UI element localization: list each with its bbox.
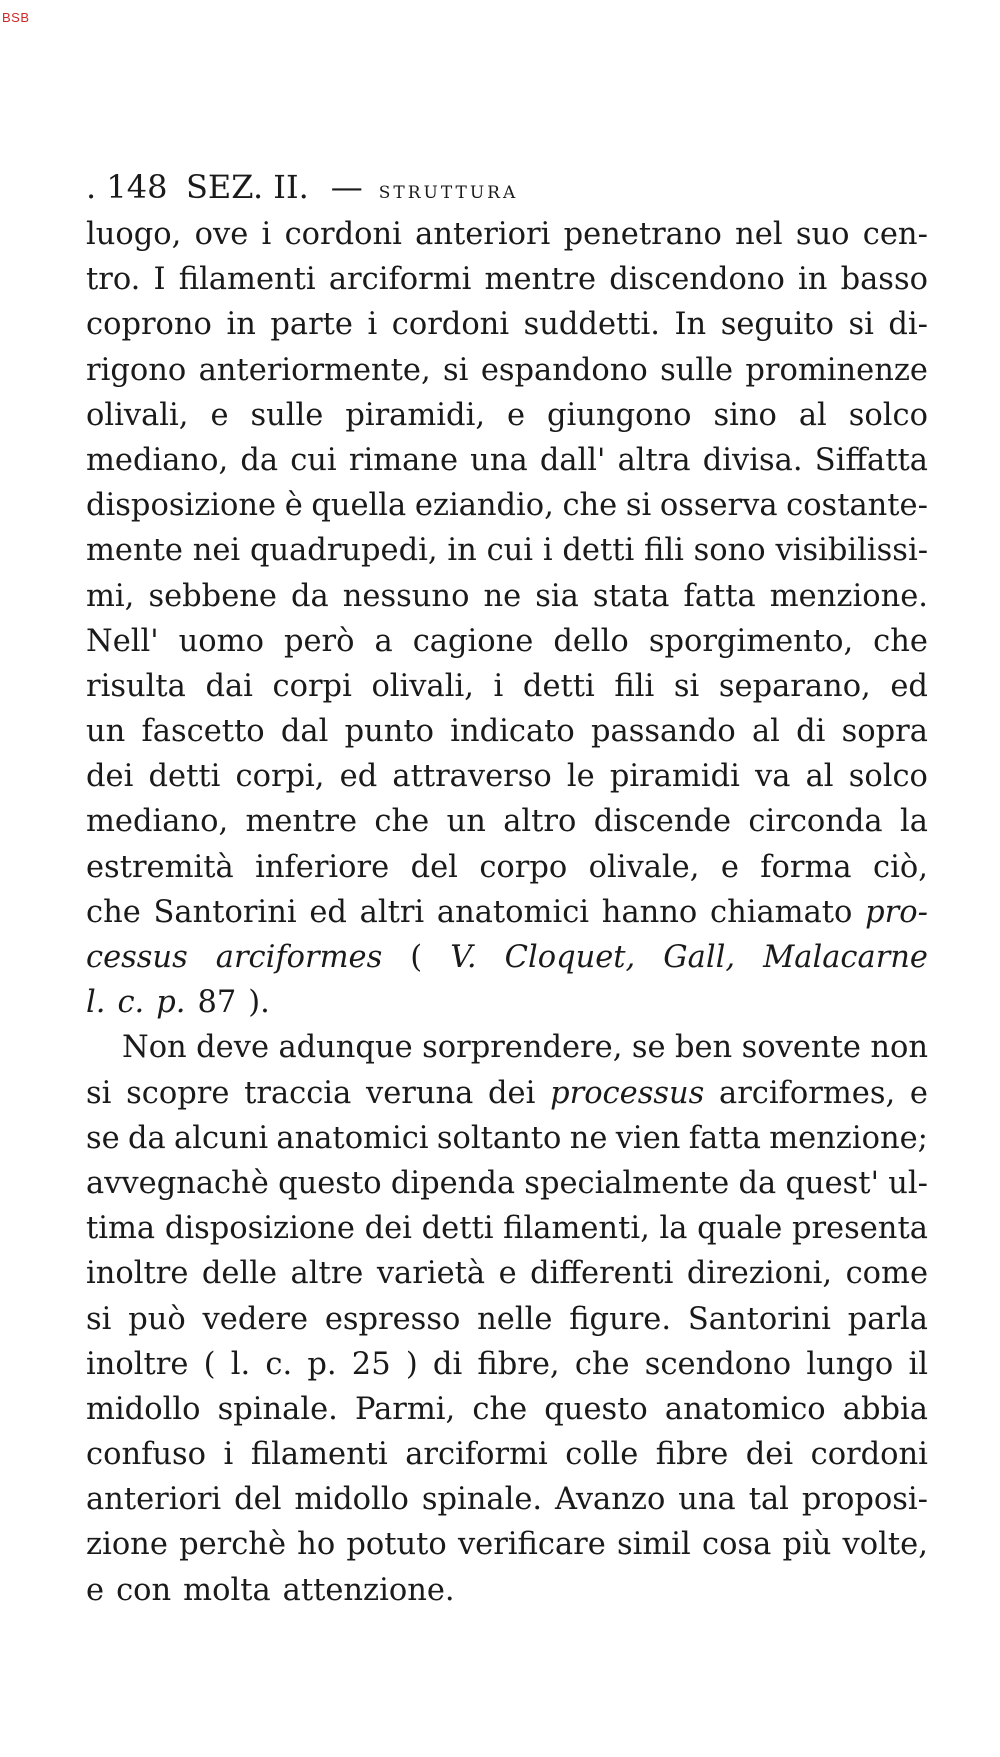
text-line: mi, sebbene da nessuno ne sia stata fatta menzione. — [86, 578, 928, 614]
section-label: SEZ. II. — [186, 168, 309, 206]
text-line: un fascetto dal punto indicato passando al di sopra — [86, 714, 928, 750]
text-line: olivali, e sulle piramidi, e giungono sino al solco — [86, 397, 928, 433]
book-page — [86, 168, 928, 1613]
running-header — [86, 168, 928, 212]
body-text — [86, 212, 928, 1613]
text-line: dei detti corpi, ed attraverso le piramidi va al solco — [86, 759, 928, 795]
text-line: midollo spinale. Parmi, che questo anatomico abbia — [86, 1391, 928, 1427]
text-line: luogo, ove i cordoni anteriori penetrano nel suo cen- — [86, 217, 928, 252]
text-line: mediano, mentre che un altro discende circonda la — [86, 804, 928, 840]
text-line: tima disposizione dei detti filamenti, la quale presenta — [86, 1211, 928, 1247]
text-line: l. c. p. 87 ). — [86, 985, 270, 1021]
text-line: risulta dai corpi olivali, i detti fili si separano, ed — [86, 668, 928, 704]
text-line: mente nei quadrupedi, in cui i detti fili sono visibilissi- — [86, 533, 928, 569]
text-line: cessus arciformes ( V. Cloquet, Gall, Malacarne — [86, 940, 928, 975]
text-line: si può vedere espresso nelle figure. Santorini parla — [86, 1301, 928, 1337]
text-line: se da alcuni anatomici soltanto ne vien fatta menzione; — [86, 1120, 928, 1156]
text-line: e con molta attenzione. — [86, 1572, 455, 1608]
text-line: Non deve adunque sorprendere, se ben sovente non — [122, 1030, 928, 1066]
running-title: STRUTTURA — [378, 183, 519, 203]
text-line: coprono in parte i cordoni suddetti. In seguito si di- — [86, 307, 928, 343]
text-line: anteriori del midollo spinale. Avanzo una tal proposi- — [86, 1482, 928, 1518]
text-line: estremità inferiore del corpo olivale, e forma ciò, — [86, 849, 928, 885]
text-line: mediano, da cui rimane una dall' altra divisa. Siffatta — [86, 442, 928, 478]
text-line: disposizione è quella eziandio, che si osserva costante- — [86, 488, 928, 524]
text-line: inoltre delle altre varietà e differenti direzioni, come — [86, 1256, 928, 1292]
text-line: avvegnachè questo dipenda specialmente da quest' ul- — [86, 1165, 928, 1201]
text-line: confuso i filamenti arciformi colle fibre dei cordoni — [86, 1437, 928, 1473]
text-line: che Santorini ed altri anatomici hanno chiamato pro- — [86, 894, 928, 930]
library-stamp: BSB — [2, 10, 30, 25]
text-line: zione perchè ho potuto verificare simil cosa più volte, — [86, 1527, 928, 1563]
text-line: Nell' uomo però a cagione dello sporgimento, che — [86, 623, 928, 659]
header-dash: — — [330, 168, 363, 206]
text-line: si scopre traccia veruna dei processus arciformes, e — [86, 1075, 928, 1111]
page-number: . 148 — [86, 168, 168, 206]
text-line: inoltre ( l. c. p. 25 ) di fibre, che scendono lungo il — [86, 1346, 928, 1382]
text-line: rigono anteriormente, si espandono sulle prominenze — [86, 352, 928, 388]
text-line: tro. I filamenti arciformi mentre discendono in basso — [86, 262, 928, 298]
